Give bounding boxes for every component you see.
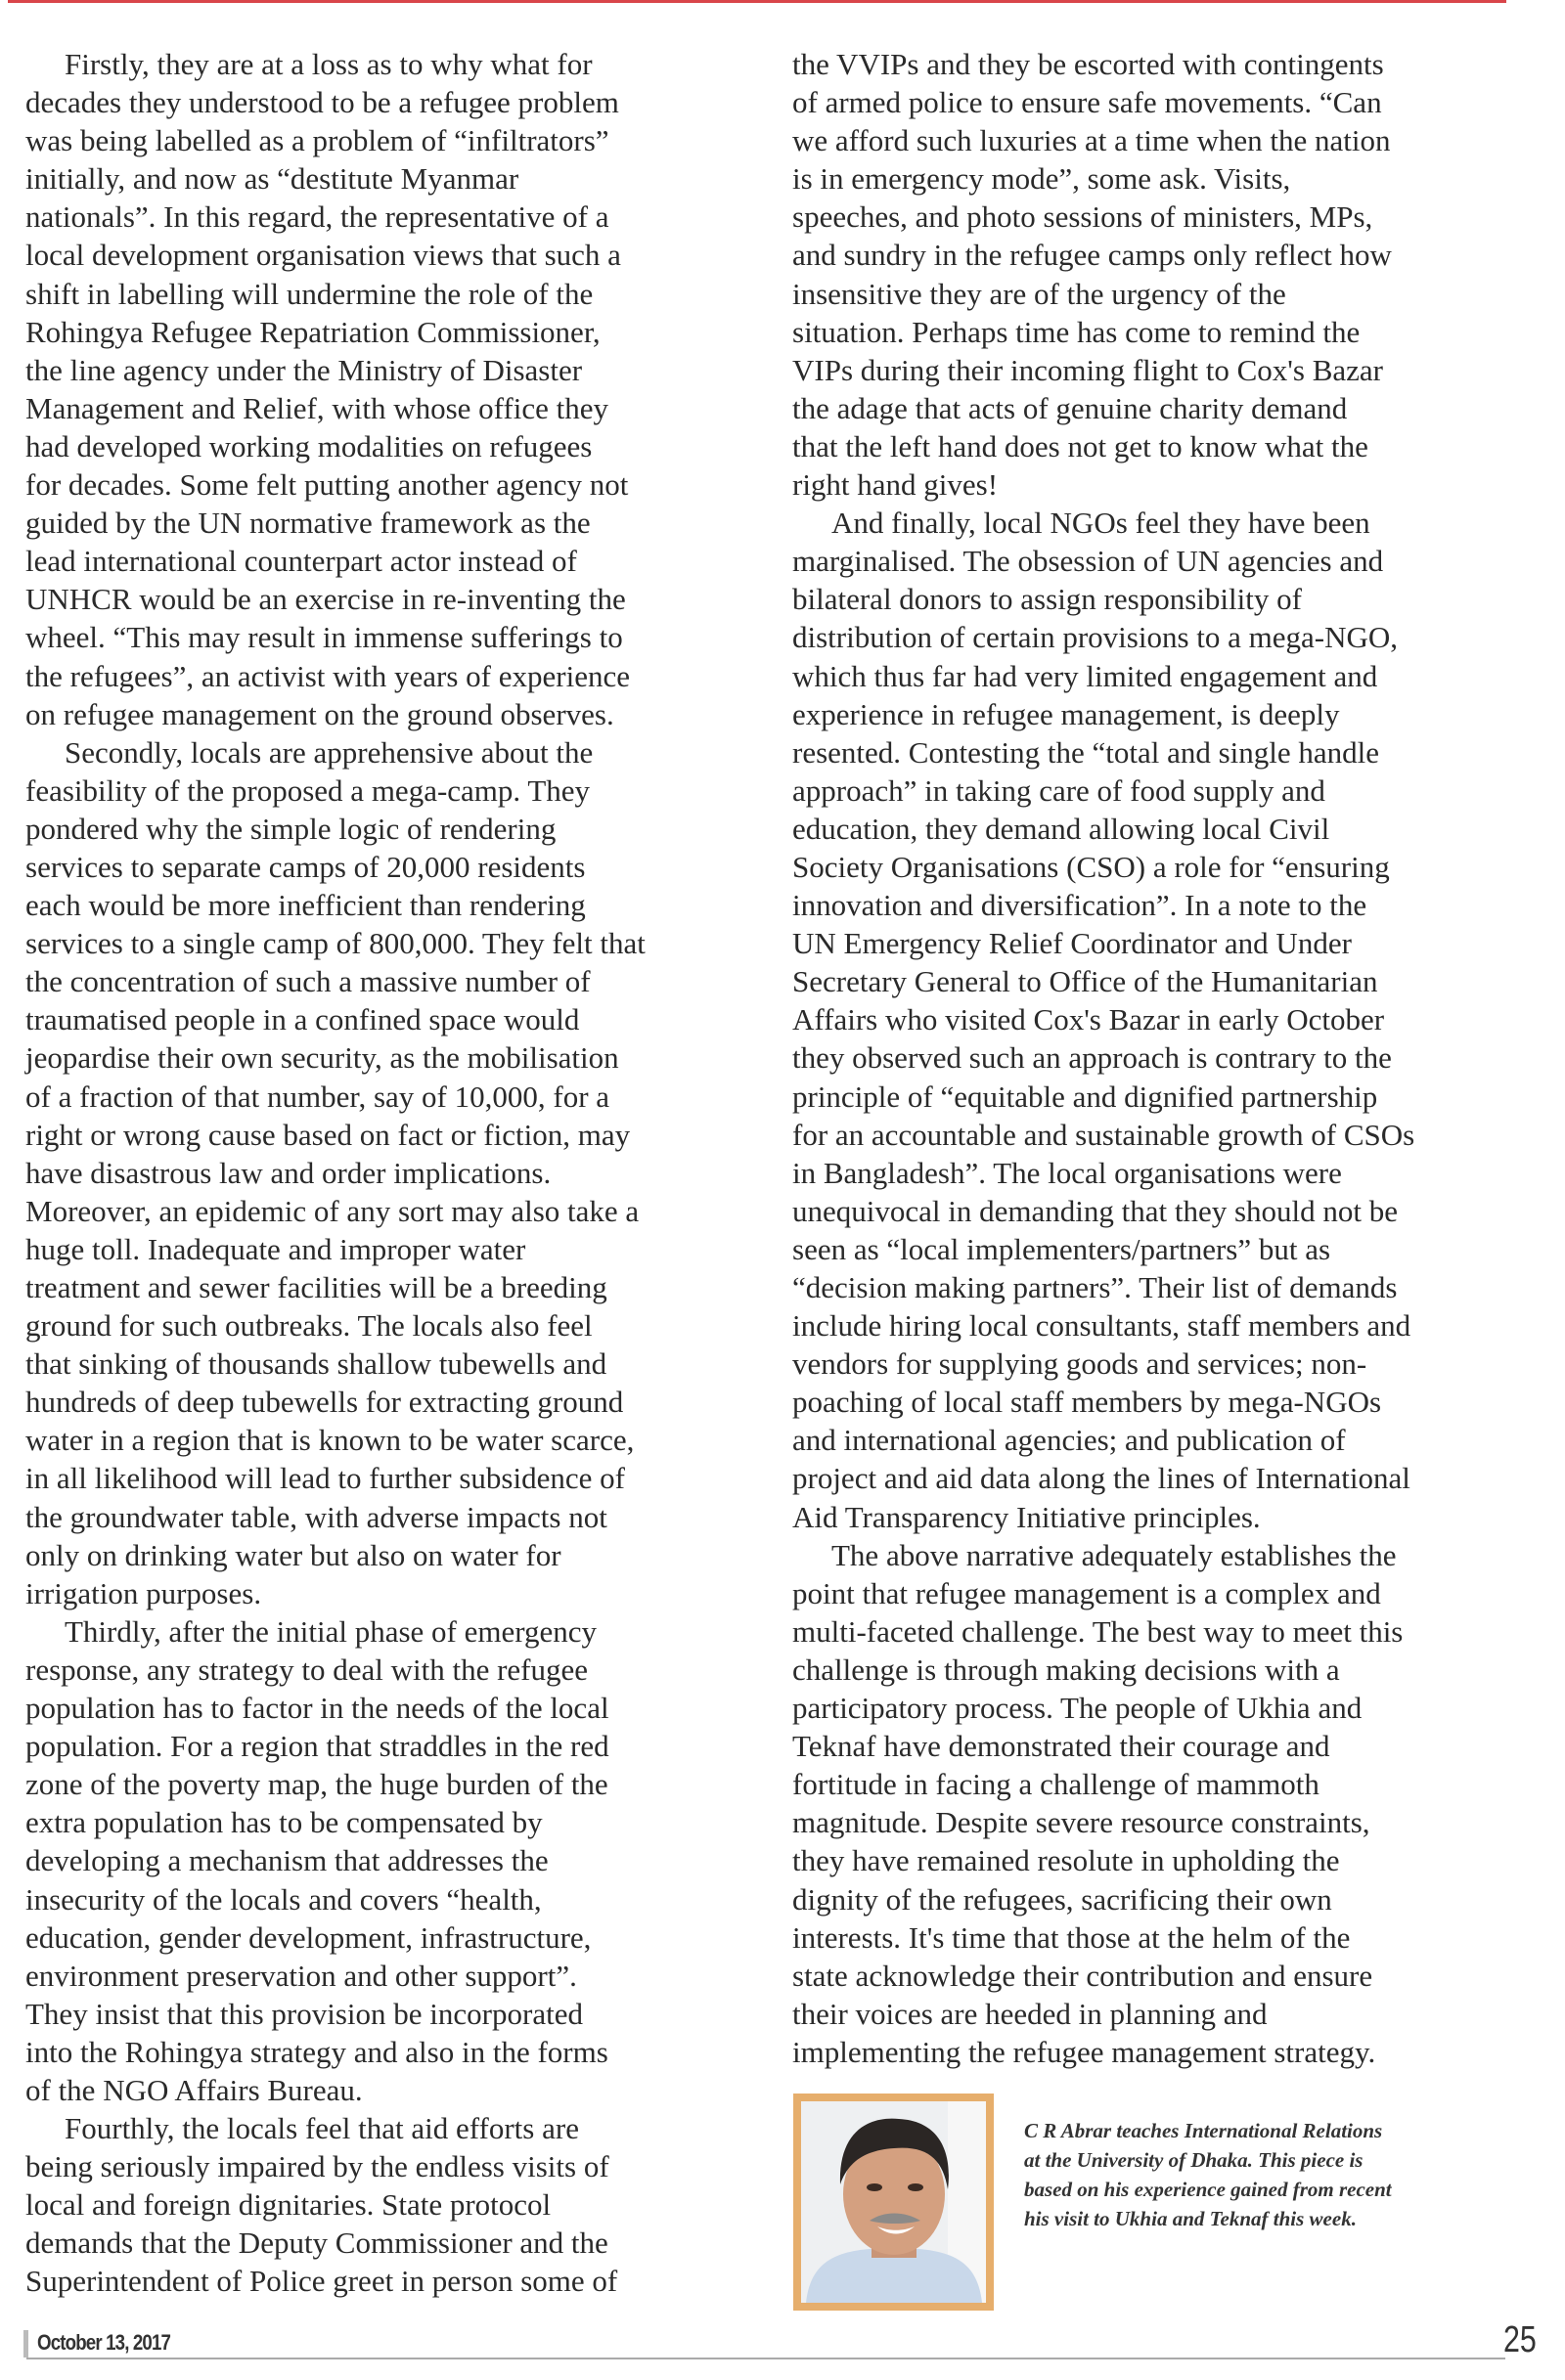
text-line: decades they understood to be a refugee problem	[25, 85, 619, 120]
text-line: poaching of local staff members by mega-NGOs	[792, 1385, 1382, 1420]
text-line: population has to factor in the needs of the local	[25, 1691, 609, 1726]
text-line: challenge is through making decisions with a	[792, 1652, 1340, 1687]
text-line: approach” in taking care of food supply and	[792, 772, 1325, 808]
paragraph-first-line: Thirdly, after the initial phase of emergency	[65, 1613, 598, 1649]
text-line: education, gender development, infrastructure,	[25, 1919, 592, 1955]
text-line: only on drinking water but also on water for	[25, 1537, 561, 1572]
text-line: ground for such outbreaks. The locals also feel	[25, 1308, 593, 1344]
text-line: into the Rohingya strategy and also in the forms	[25, 2034, 608, 2069]
text-line: which thus far had very limited engagement and	[792, 658, 1378, 693]
author-bio-line: his visit to Ukhia and Teknaf this week.	[1024, 2207, 1357, 2230]
text-line: that the left hand does not get to know what the	[792, 428, 1368, 463]
paragraph-first-line: The above narrative adequately establishes the	[831, 1537, 1397, 1572]
text-line: hundreds of deep tubewells for extracting ground	[25, 1385, 624, 1420]
text-line: treatment and sewer facilities will be a breeding	[25, 1270, 607, 1304]
text-line: being seriously impaired by the endless visits of	[25, 2149, 609, 2184]
text-line: insecurity of the locals and covers “health,	[25, 1881, 542, 1917]
text-line: education, they demand allowing local Civil	[792, 811, 1330, 846]
text-line: of armed police to ensure safe movements. “Can	[792, 85, 1382, 120]
text-line: response, any strategy to deal with the refugee	[25, 1652, 589, 1687]
text-line: on refugee management on the ground observes.	[25, 696, 614, 731]
text-line: is in emergency mode”, some ask. Visits,	[792, 161, 1291, 197]
text-line: vendors for supplying goods and services; non-	[792, 1346, 1367, 1382]
text-line: Aid Transparency Initiative principles.	[792, 1499, 1261, 1534]
text-line: in all likelihood will lead to further subsidence of	[25, 1461, 625, 1496]
article-column-right	[792, 45, 1516, 2071]
author-portrait-image	[801, 2101, 986, 2303]
text-line: shift in labelling will undermine the role of the	[25, 276, 594, 311]
text-line: have disastrous law and order implications.	[25, 1155, 552, 1190]
text-line: they have remained resolute in upholding the	[792, 1843, 1340, 1878]
text-line: and sundry in the refugee camps only reflect how	[792, 238, 1392, 273]
footer-rule	[26, 2358, 1505, 2359]
author-bio-line: C R Abrar teaches International Relations	[1024, 2119, 1383, 2142]
text-line: huge toll. Inadequate and improper water	[25, 1231, 526, 1266]
text-line: situation. Perhaps time has come to remind the	[792, 314, 1361, 349]
page-number: 25	[1503, 2319, 1537, 2360]
text-line: seen as “local implementers/partners” but as	[792, 1231, 1331, 1266]
text-line: in Bangladesh”. The local organisations were	[792, 1155, 1342, 1190]
text-line: services to a single camp of 800,000. They felt that	[25, 926, 646, 961]
text-line: irrigation purposes.	[25, 1575, 262, 1610]
text-line: magnitude. Despite severe resource constraints,	[792, 1805, 1370, 1840]
text-line: nationals”. In this regard, the representative of a	[25, 199, 609, 235]
text-line: of a fraction of that number, say of 10,000, for a	[25, 1079, 610, 1114]
paragraph-first-line: Secondly, locals are apprehensive about the	[65, 734, 594, 770]
text-line: innovation and diversification”. In a note to the	[792, 888, 1367, 923]
text-line: lead international counterpart actor instead of	[25, 544, 577, 579]
text-line: right hand gives!	[792, 467, 999, 503]
text-line: pondered why the simple logic of rendering	[25, 811, 557, 846]
text-line: fortitude in facing a challenge of mammoth	[792, 1767, 1319, 1802]
text-line: Rohingya Refugee Repatriation Commissioner,	[25, 314, 601, 349]
text-line: insensitive they are of the urgency of the	[792, 276, 1286, 311]
text-line: dignity of the refugees, sacrificing their own	[792, 1881, 1332, 1917]
text-line: implementing the refugee management strategy.	[792, 2034, 1376, 2069]
text-line: VIPs during their incoming flight to Cox's Bazar	[792, 352, 1383, 387]
text-line: right or wrong cause based on fact or fiction, may	[25, 1117, 631, 1152]
text-line: bilateral donors to assign responsibility of	[792, 582, 1302, 617]
text-line: Superintendent of Police greet in person some of	[25, 2264, 618, 2299]
text-line: initially, and now as “destitute Myanmar	[25, 161, 519, 197]
text-line: demands that the Deputy Commissioner and the	[25, 2226, 608, 2261]
text-line: the VVIPs and they be escorted with contingents	[792, 47, 1384, 81]
text-line: jeopardise their own security, as the mobilisation	[25, 1040, 619, 1076]
text-line: developing a mechanism that addresses the	[25, 1843, 549, 1878]
text-line: each would be more inefficient than rendering	[25, 888, 586, 923]
text-line: that sinking of thousands shallow tubewells and	[25, 1346, 607, 1382]
text-line: UN Emergency Relief Coordinator and Under	[792, 926, 1352, 961]
text-line: wheel. “This may result in immense sufferings to	[25, 620, 623, 655]
text-line: their voices are heeded in planning and	[792, 1996, 1268, 2031]
text-line: They insist that this provision be incorporated	[25, 1996, 583, 2031]
text-line: was being labelled as a problem of “infiltrators”	[25, 123, 609, 158]
text-line: experience in refugee management, is deeply	[792, 696, 1340, 731]
paragraph-first-line: Firstly, they are at a loss as to why what for	[65, 47, 593, 81]
author-bio-line: at the University of Dhaka. This piece is	[1024, 2148, 1364, 2172]
text-line: Moreover, an epidemic of any sort may also take a	[25, 1193, 640, 1228]
footer-marker	[23, 2330, 28, 2358]
top-accent-rule	[8, 0, 1506, 3]
text-line: distribution of certain provisions to a mega-NGO,	[792, 620, 1399, 655]
text-line: marginalised. The obsession of UN agencies and	[792, 544, 1384, 579]
text-line: Teknaf have demonstrated their courage and	[792, 1729, 1330, 1764]
text-line: and international agencies; and publication of	[792, 1423, 1346, 1458]
text-line: state acknowledge their contribution and ensure	[792, 1958, 1373, 1993]
text-line: speeches, and photo sessions of ministers, MPs,	[792, 199, 1373, 235]
text-line: participatory process. The people of Ukhia and	[792, 1691, 1363, 1726]
text-line: point that refugee management is a complex and	[792, 1575, 1381, 1610]
footer-date: October 13, 2017	[37, 2330, 171, 2355]
text-line: the groundwater table, with adverse impacts not	[25, 1499, 607, 1534]
text-line: Management and Relief, with whose office they	[25, 390, 608, 425]
text-line: environment preservation and other support”.	[25, 1958, 577, 1993]
text-line: for decades. Some felt putting another agency not	[25, 467, 629, 503]
text-line: local development organisation views that such a	[25, 238, 621, 273]
text-line: traumatised people in a confined space would	[25, 1002, 580, 1037]
text-line: project and aid data along the lines of International	[792, 1461, 1410, 1496]
text-line: had developed working modalities on refugees	[25, 428, 593, 463]
text-line: multi-faceted challenge. The best way to meet this	[792, 1613, 1404, 1649]
text-line: principle of “equitable and dignified partnership	[792, 1079, 1378, 1114]
text-line: we afford such luxuries at a time when the nation	[792, 123, 1391, 158]
text-line: local and foreign dignitaries. State protocol	[25, 2187, 552, 2223]
text-line: services to separate camps of 20,000 residents	[25, 849, 586, 884]
text-line: zone of the poverty map, the huge burden of the	[25, 1767, 608, 1802]
text-line: the adage that acts of genuine charity demand	[792, 390, 1348, 425]
text-line: Society Organisations (CSO) a role for “ensuring	[792, 849, 1390, 884]
text-line: water in a region that is known to be water scarce,	[25, 1423, 635, 1458]
text-line: Secretary General to Office of the Humanitarian	[792, 964, 1378, 999]
text-line: extra population has to be compensated by	[25, 1805, 543, 1840]
text-line: include hiring local consultants, staff members and	[792, 1308, 1411, 1344]
author-photo	[793, 2094, 994, 2311]
text-line: of the NGO Affairs Bureau.	[25, 2072, 363, 2107]
author-bio-line: based on his experience gained from recent	[1024, 2178, 1392, 2201]
text-line: guided by the UN normative framework as the	[25, 506, 591, 541]
text-line: they observed such an approach is contrary to the	[792, 1040, 1392, 1076]
paragraph-first-line: And finally, local NGOs feel they have been	[831, 506, 1370, 541]
text-line: interests. It's time that those at the helm of the	[792, 1919, 1351, 1955]
text-line: feasibility of the proposed a mega-camp. They	[25, 772, 591, 808]
text-line: the refugees”, an activist with years of experience	[25, 658, 630, 693]
paragraph-first-line: Fourthly, the locals feel that aid efforts are	[65, 2111, 579, 2146]
text-line: “decision making partners”. Their list of demands	[792, 1270, 1398, 1304]
text-line: for an accountable and sustainable growth of CSOs	[792, 1117, 1415, 1152]
author-bio	[1024, 2116, 1533, 2233]
text-line: Affairs who visited Cox's Bazar in early October	[792, 1002, 1385, 1037]
text-line: population. For a region that straddles in the red	[25, 1729, 609, 1764]
text-line: UNHCR would be an exercise in re-inventing the	[25, 582, 626, 617]
text-line: resented. Contesting the “total and single handle	[792, 734, 1380, 770]
text-line: unequivocal in demanding that they should not be	[792, 1193, 1399, 1228]
article-column-left	[25, 45, 749, 2301]
text-line: the concentration of such a massive number of	[25, 964, 591, 999]
text-line: the line agency under the Ministry of Disaster	[25, 352, 583, 387]
